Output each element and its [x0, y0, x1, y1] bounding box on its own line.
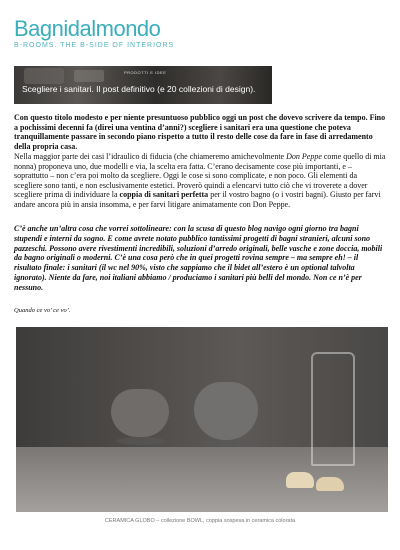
image-intro-caption: Quando ce vo’ ce vo’.	[14, 307, 71, 314]
logo-title: Bagnidalmondo	[14, 16, 161, 41]
banner-title: Scegliere i sanitari. Il post definitivo (e 20 collezioni di design).	[22, 84, 256, 94]
photo-caption: CERAMICA GLOBO – collezione BOWL, coppia sospesa in ceramica colorata	[104, 518, 296, 524]
wc-shadow	[200, 439, 256, 447]
banner-image-shape	[24, 68, 64, 84]
intro-bold-text: Con questo titolo modesto e per niente presuntuoso pubblico oggi un post che dovevo scrivere da tempo. Fino a pochissimi decenni fa (direi una ventina d’anni?) scegliere i sanitari era una questione che poteva tranquillamente passare in secondo piano rispetto a tutto il resto delle cose da fare in fase di arredamento della propria casa.	[14, 113, 386, 151]
para2-text-b: come quello di mia nonna) proponeva uno, due modelli e via, la scelta era fatta. C’erano decisamente cose più importanti, e – soprattutto – non c’era poi molto da scegliere. Oggi le cose si sono complicate, e non poco. Gli elementi da scegliere sono tanti, e non esclusivamente estetici. Proverò quindi a elencarvi tutto ciò che vi troverete a dover scegliere prima di individuare la	[14, 152, 386, 200]
don-peppe-name: Don Peppe	[286, 152, 322, 161]
body-paragraph	[14, 152, 386, 210]
intro-paragraph	[14, 113, 386, 151]
banner-image-shape	[74, 70, 104, 82]
shoes-image	[316, 477, 344, 491]
bidet-shadow	[116, 437, 166, 445]
site-logo[interactable]	[14, 18, 234, 49]
toilet-image	[194, 382, 258, 440]
logo-subtitle: B-ROOMS. THE B-SIDE OF INTERIORS	[14, 42, 175, 49]
para2-text-c: per il vostro bagno (o i vostri bagni). Giusto per farvi andare ancora più in ansia insomma, e per farvi litigare animatamente con Don Peppe.	[14, 190, 381, 209]
chair-image	[311, 352, 355, 466]
bathroom-photo	[16, 327, 388, 512]
post-banner[interactable]	[14, 66, 272, 104]
para2-text-a: Nella maggior parte dei casi l’idraulico di fiducia (che chiameremo amichevolmente	[14, 152, 287, 161]
emphasis-paragraph: C’è anche un’altra cosa che vorrei sottolineare: con la scusa di questo blog navigo ogni giorno tra bagni stupendi e interni da sogno. E come avrete notato pubblico tantissimi progetti di bagni stranieri, alcuni sono pazzeschi. Possono avere rivestimenti incredibili, soluzioni d’arredo originali, belle vasche e zone doccia, mobili da bagno originali o moderni. C’è una cosa però che in quei progetti rovina sempre – ma sempre eh! – il risultato finale: i sanitari (il wc nel 90%, visto che sappiamo che il bidet all’estero è un optional talvolta ignorato). Niente da fare, noi italiani abbiamo / produciamo i sanitari più belli del mondo. Non ce n’è per nessuno.	[14, 224, 383, 292]
para2-bold-text: coppia di sanitari perfetta	[119, 190, 209, 200]
bidet-image	[111, 389, 169, 437]
banner-kicker: PRODOTTI E IDEE	[124, 70, 167, 75]
shoes-image	[286, 472, 314, 488]
